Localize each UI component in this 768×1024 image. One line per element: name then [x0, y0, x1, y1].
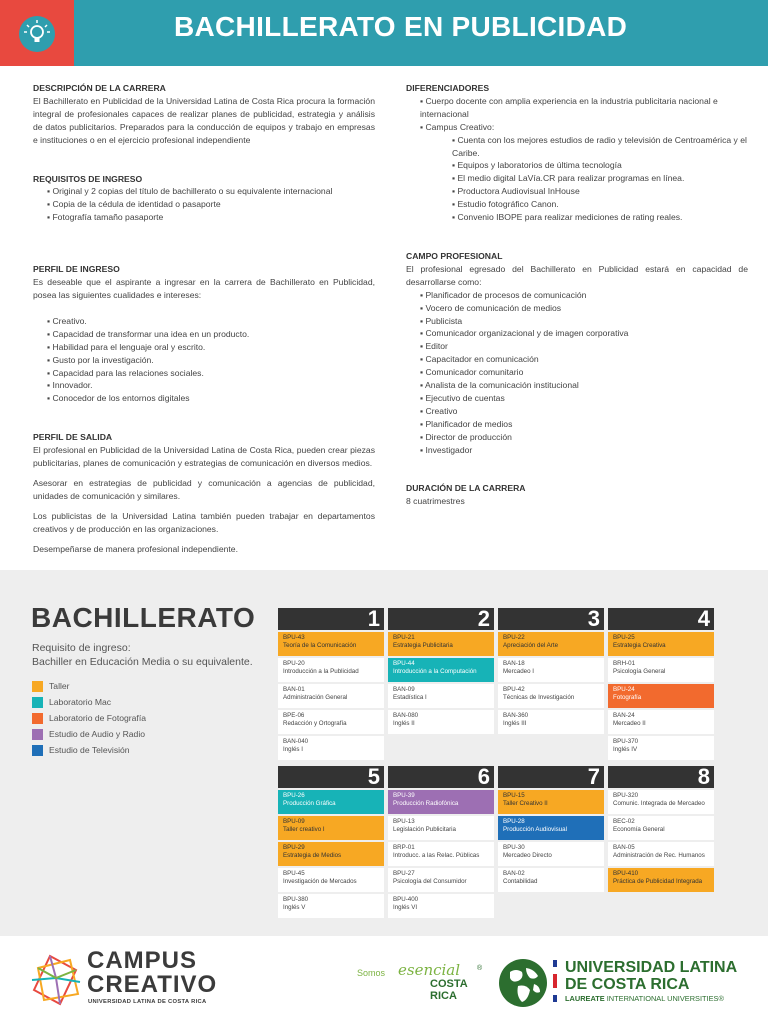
- course-code: BPU-400: [393, 896, 419, 903]
- legend-swatch: [32, 729, 43, 740]
- course-card: [608, 632, 714, 656]
- legend-item: Laboratorio Mac: [32, 694, 146, 710]
- course-name: Teoría de la Comunicación: [283, 642, 357, 649]
- course-card: [498, 632, 604, 656]
- course-name: Legislación Publicitaria: [393, 826, 456, 833]
- list-item: ▪ Cuenta con los mejores estudios de radio y televisión de Centroamérica y el Caribe.: [452, 134, 747, 158]
- course-card: [608, 684, 714, 708]
- campo-text: El profesional egresado del Bachillerato en Publicidad estará en capacidad de desarrollarse como:: [406, 263, 748, 287]
- esencial-rica: RICA: [430, 990, 457, 1002]
- course-name: Inglés II: [393, 720, 415, 727]
- course-card: [278, 842, 384, 866]
- list-item: ▪ Original y 2 copias del título de bachillerato o su equivalente internacional: [47, 186, 333, 197]
- campus-subtitle: UNIVERSIDAD LATINA DE COSTA RICA: [88, 999, 207, 1005]
- left-column: [33, 82, 375, 555]
- course-name: Redacción y Ortografía: [283, 720, 347, 727]
- legend-item: Laboratorio de Fotografía: [32, 710, 146, 726]
- list-item: ▪ Convenio IBOPE para realizar mediciones de rating reales.: [452, 212, 683, 223]
- course-name: Investigación de Mercados: [283, 878, 357, 885]
- perfil-salida-title: PERFIL DE SALIDA: [33, 432, 113, 443]
- course-name: Introducción a la Computación: [393, 668, 477, 675]
- semester-number: 4: [608, 608, 714, 630]
- course-code: BPU-43: [283, 634, 305, 641]
- ulatina-wordmark-line1: UNIVERSIDAD LATINA: [565, 959, 738, 976]
- course-name: Práctica de Publicidad Integrada: [613, 878, 703, 885]
- semester-number: 3: [498, 608, 604, 630]
- plan-requirement-label: Requisito de ingreso:: [32, 642, 131, 654]
- course-code: BPU-320: [613, 792, 639, 799]
- semester-7: [498, 766, 604, 892]
- course-code: BPU-15: [503, 792, 525, 799]
- perfil-ingreso-text: Es deseable que el aspirante a ingresar en la carrera de Bachillerato en Publicidad, posea las siguientes cualidades e intereses:: [33, 277, 375, 300]
- course-code: BPU-21: [393, 634, 415, 641]
- course-name: Estrategia Publicitaria: [393, 642, 453, 649]
- course-name: Psicología General: [613, 668, 666, 675]
- list-item: ▪ Capacitador en comunicación: [420, 354, 539, 365]
- list-item: ▪ Capacidad de transformar una idea en un producto.: [47, 328, 250, 339]
- semester-2: [388, 608, 494, 734]
- course-card: [608, 710, 714, 734]
- lightbulb-icon: [19, 16, 55, 52]
- course-code: BPU-25: [613, 634, 635, 641]
- course-card: [608, 658, 714, 682]
- course-code: BPU-370: [613, 738, 639, 745]
- list-item: ▪ Planificador de medios: [420, 418, 513, 429]
- course-code: BAN-080: [393, 712, 419, 719]
- legend-swatch: [32, 745, 43, 756]
- plan-requirement: [32, 641, 253, 669]
- course-name: Administración General: [283, 694, 348, 701]
- header-logo-box: [0, 0, 74, 66]
- course-card: [388, 790, 494, 814]
- course-card: [388, 868, 494, 892]
- course-card: [278, 658, 384, 682]
- list-item: ▪ Copia de la cédula de identidad o pasaporte: [47, 199, 221, 210]
- legend-item: Estudio de Audio y Radio: [32, 726, 146, 742]
- semester-number: 1: [278, 608, 384, 630]
- course-card: [278, 632, 384, 656]
- course-code: BAN-24: [613, 712, 635, 719]
- study-plan-section: [0, 570, 768, 936]
- course-name: Taller Creativo II: [503, 800, 548, 807]
- course-code: BPU-45: [283, 870, 305, 877]
- list-item: ▪ Creativo: [420, 405, 458, 416]
- course-name: Introducción a la Publicidad: [283, 668, 359, 675]
- course-code: BPU-22: [503, 634, 525, 641]
- ulatina-wordmark-line2: DE COSTA RICA: [565, 976, 690, 993]
- course-code: BPU-13: [393, 818, 415, 825]
- course-name: Introducc. a las Relac. Públicas: [393, 852, 480, 859]
- course-card: [498, 868, 604, 892]
- course-name: Inglés V: [283, 904, 306, 911]
- laureate-tagline: LAUREATE INTERNATIONAL UNIVERSITIES®: [565, 994, 724, 1003]
- list-item: ▪ Equipos y laboratorios de última tecnología: [452, 160, 622, 171]
- course-name: Estadística I: [393, 694, 427, 701]
- course-card: [498, 790, 604, 814]
- course-card: [278, 790, 384, 814]
- somos-text: Somos: [357, 968, 386, 978]
- semester-4: [608, 608, 714, 760]
- course-name: Inglés III: [503, 720, 527, 727]
- list-item: ▪ Comunicador comunitario: [420, 367, 524, 378]
- right-column: [406, 82, 748, 508]
- list-item: ▪ Creativo.: [47, 315, 87, 326]
- creativo-wordmark: CREATIVO: [87, 971, 218, 998]
- course-card: [278, 816, 384, 840]
- course-name: Estrategia de Medios: [283, 852, 342, 859]
- course-card: [388, 816, 494, 840]
- page-header: [0, 0, 768, 66]
- course-code: BPU-410: [613, 870, 639, 877]
- course-code: BPU-42: [503, 686, 525, 693]
- perfil-salida-p4: Desempeñarse de manera profesional independiente.: [33, 543, 238, 554]
- semester-5: [278, 766, 384, 918]
- course-name: Mercadeo Directo: [503, 852, 552, 859]
- list-item: ▪ Habilidad para el lenguaje oral y escrito.: [47, 341, 206, 352]
- course-name: Producción Radiofónica: [393, 800, 459, 807]
- list-item: ▪ Director de producción: [420, 431, 512, 442]
- list-item: ▪ Publicista: [420, 315, 463, 326]
- course-card: [278, 868, 384, 892]
- course-code: BAN-02: [503, 870, 525, 877]
- course-code: BAN-040: [283, 738, 309, 745]
- course-card: [498, 816, 604, 840]
- list-item: ▪ Fotografía tamaño pasaporte: [47, 212, 164, 223]
- campus-wordmark: CAMPUS: [87, 947, 198, 974]
- course-card: [608, 736, 714, 760]
- semester-number: 2: [388, 608, 494, 630]
- course-name: Economía General: [613, 826, 665, 833]
- legend-item: Taller: [32, 678, 146, 694]
- list-item: ▪ Planificador de procesos de comunicación: [420, 289, 587, 300]
- perfil-salida-p1: El profesional en Publicidad de la Universidad Latina de Costa Rica, pueden crear piezas publicitarias, planes de comunicación y estrategias de comunicación en diversos medios.: [33, 445, 375, 469]
- course-code: BPU-380: [283, 896, 309, 903]
- course-code: BPU-39: [393, 792, 415, 799]
- course-card: [608, 790, 714, 814]
- course-card: [608, 816, 714, 840]
- page-title: BACHILLERATO EN PUBLICIDAD: [174, 11, 628, 42]
- list-item: ▪ Productora Audiovisual InHouse: [452, 186, 580, 197]
- course-code: BEC-02: [613, 818, 635, 825]
- perfil-salida-p2: Asesorar en estrategias de publicidad y comunicación a agencias de publicidad, unidades de comunicación y similares.: [33, 477, 375, 501]
- semester-6: [388, 766, 494, 918]
- course-name: Psicología del Consumidor: [393, 878, 467, 885]
- course-code: BPE-06: [283, 712, 305, 719]
- list-item: ▪ Comunicador organizacional y de imagen corporativa: [420, 328, 629, 339]
- list-item: ▪ Cuerpo docente con amplia experiencia en la industria publicitaria nacional e internacional: [420, 95, 718, 119]
- course-code: BPU-30: [503, 844, 525, 851]
- course-name: Comunic. Integrada de Mercadeo: [613, 800, 705, 807]
- esencial-costa: COSTA: [430, 978, 468, 990]
- course-card: [608, 842, 714, 866]
- plan-legend: [32, 678, 146, 758]
- plan-title: BACHILLERATO: [31, 602, 256, 633]
- course-code: BPU-44: [393, 660, 415, 667]
- course-name: Producción Audiovisual: [503, 826, 567, 833]
- course-code: BPU-29: [283, 844, 305, 851]
- legend-swatch: [32, 713, 43, 724]
- plan-requirement-value: Bachiller en Educación Media o su equivalente.: [32, 656, 253, 668]
- diferenciadores-title: DIFERENCIADORES: [406, 83, 490, 93]
- course-card: [608, 868, 714, 892]
- footer: [0, 936, 768, 1024]
- course-name: Inglés I: [283, 746, 303, 753]
- costa-rica-flag-icon: [553, 960, 557, 1002]
- semester-number: 6: [388, 766, 494, 788]
- list-item: ▪ Capacidad para las relaciones sociales.: [47, 367, 204, 378]
- semester-3: [498, 608, 604, 734]
- course-name: Administración de Rec. Humanos: [613, 852, 705, 859]
- course-code: BRH-01: [613, 660, 636, 667]
- campus-creativo-logo-icon: [30, 950, 82, 1008]
- list-item: ▪ Editor: [420, 341, 448, 352]
- course-code: BAN-18: [503, 660, 525, 667]
- esencial-wordmark: esencial: [398, 961, 461, 979]
- course-card: [388, 632, 494, 656]
- semester-1: [278, 608, 384, 760]
- course-card: [388, 842, 494, 866]
- course-code: BAN-360: [503, 712, 529, 719]
- duracion-text: 8 cuatrimestres: [406, 496, 465, 507]
- course-card: [278, 894, 384, 918]
- course-code: BPU-24: [613, 686, 635, 693]
- list-item: ▪ Gusto por la investigación.: [47, 354, 154, 365]
- course-code: BPU-26: [283, 792, 305, 799]
- semester-8: [608, 766, 714, 892]
- descripcion-title: DESCRIPCIÓN DE LA CARRERA: [33, 83, 166, 93]
- course-name: Mercadeo II: [613, 720, 646, 727]
- course-card: [498, 658, 604, 682]
- course-card: [278, 684, 384, 708]
- course-code: BPU-27: [393, 870, 415, 877]
- course-name: Técnicas de Investigación: [503, 694, 575, 701]
- list-item: ▪ Investigador: [420, 444, 473, 455]
- requisitos-title: REQUISITOS DE INGRESO: [33, 173, 143, 184]
- course-card: [278, 736, 384, 760]
- course-code: BPU-09: [283, 818, 305, 825]
- course-name: Taller creativo I: [283, 826, 325, 833]
- course-code: BPU-20: [283, 660, 305, 667]
- list-item: ▪ El medio digital LaVía.CR para realizar programas en línea.: [452, 173, 685, 184]
- list-item: ▪ Innovador.: [47, 380, 93, 391]
- list-item: ▪ Analista de la comunicación institucional: [420, 380, 579, 391]
- descripcion-text: El Bachillerato en Publicidad de la Universidad Latina de Costa Rica procura la formación integral de profesionales capaces de realizar planes de publicidad, estrategia y análisis de datos publicitarios. Preparados para la conducción de equipos y trabajo en empresas e instituciones o en el ejercicio profesional independiente: [33, 95, 375, 145]
- course-card: [498, 842, 604, 866]
- course-name: Contabilidad: [503, 878, 538, 885]
- list-item: ▪ Vocero de comunicación de medios: [420, 302, 562, 313]
- course-code: BAN-09: [393, 686, 415, 693]
- perfil-salida-p3: Los publicistas de la Universidad Latina también pueden trabajar en departamentos creativos y de producción en las organizaciones.: [33, 510, 375, 534]
- course-name: Inglés IV: [613, 746, 638, 753]
- list-item: ▪ Conocedor de los entornos digitales: [47, 393, 190, 404]
- course-name: Apreciación del Arte: [503, 642, 559, 649]
- course-name: Producción Gráfica: [283, 800, 336, 807]
- course-name: Fotografía: [613, 694, 642, 701]
- course-card: [388, 684, 494, 708]
- course-card: [498, 684, 604, 708]
- campo-title: CAMPO PROFESIONAL: [406, 250, 503, 261]
- course-card: [278, 710, 384, 734]
- legend-swatch: [32, 697, 43, 708]
- course-name: Inglés VI: [393, 904, 418, 911]
- semester-number: 7: [498, 766, 604, 788]
- course-card: [388, 658, 494, 682]
- course-code: BPU-28: [503, 818, 525, 825]
- semester-number: 8: [608, 766, 714, 788]
- course-card: [388, 894, 494, 918]
- globe-icon: [498, 958, 548, 1008]
- perfil-ingreso-title: PERFIL DE INGRESO: [33, 264, 120, 275]
- course-card: [388, 710, 494, 734]
- semester-number: 5: [278, 766, 384, 788]
- course-card: [498, 710, 604, 734]
- list-item: ▪ Ejecutivo de cuentas: [420, 392, 505, 403]
- legend-item: Estudio de Televisión: [32, 742, 146, 758]
- list-item: ▪ Estudio fotográfico Canon.: [452, 199, 559, 210]
- course-code: BAN-01: [283, 686, 305, 693]
- duracion-title: DURACIÓN DE LA CARRERA: [406, 483, 526, 494]
- list-item: ▪ Campus Creativo:: [420, 121, 495, 132]
- course-name: Mercadeo I: [503, 668, 534, 675]
- course-code: BAN-05: [613, 844, 635, 851]
- registered-mark: ®: [477, 965, 483, 972]
- course-code: BRP-01: [393, 844, 415, 851]
- course-name: Estrategia Creativa: [613, 642, 666, 649]
- legend-swatch: [32, 681, 43, 692]
